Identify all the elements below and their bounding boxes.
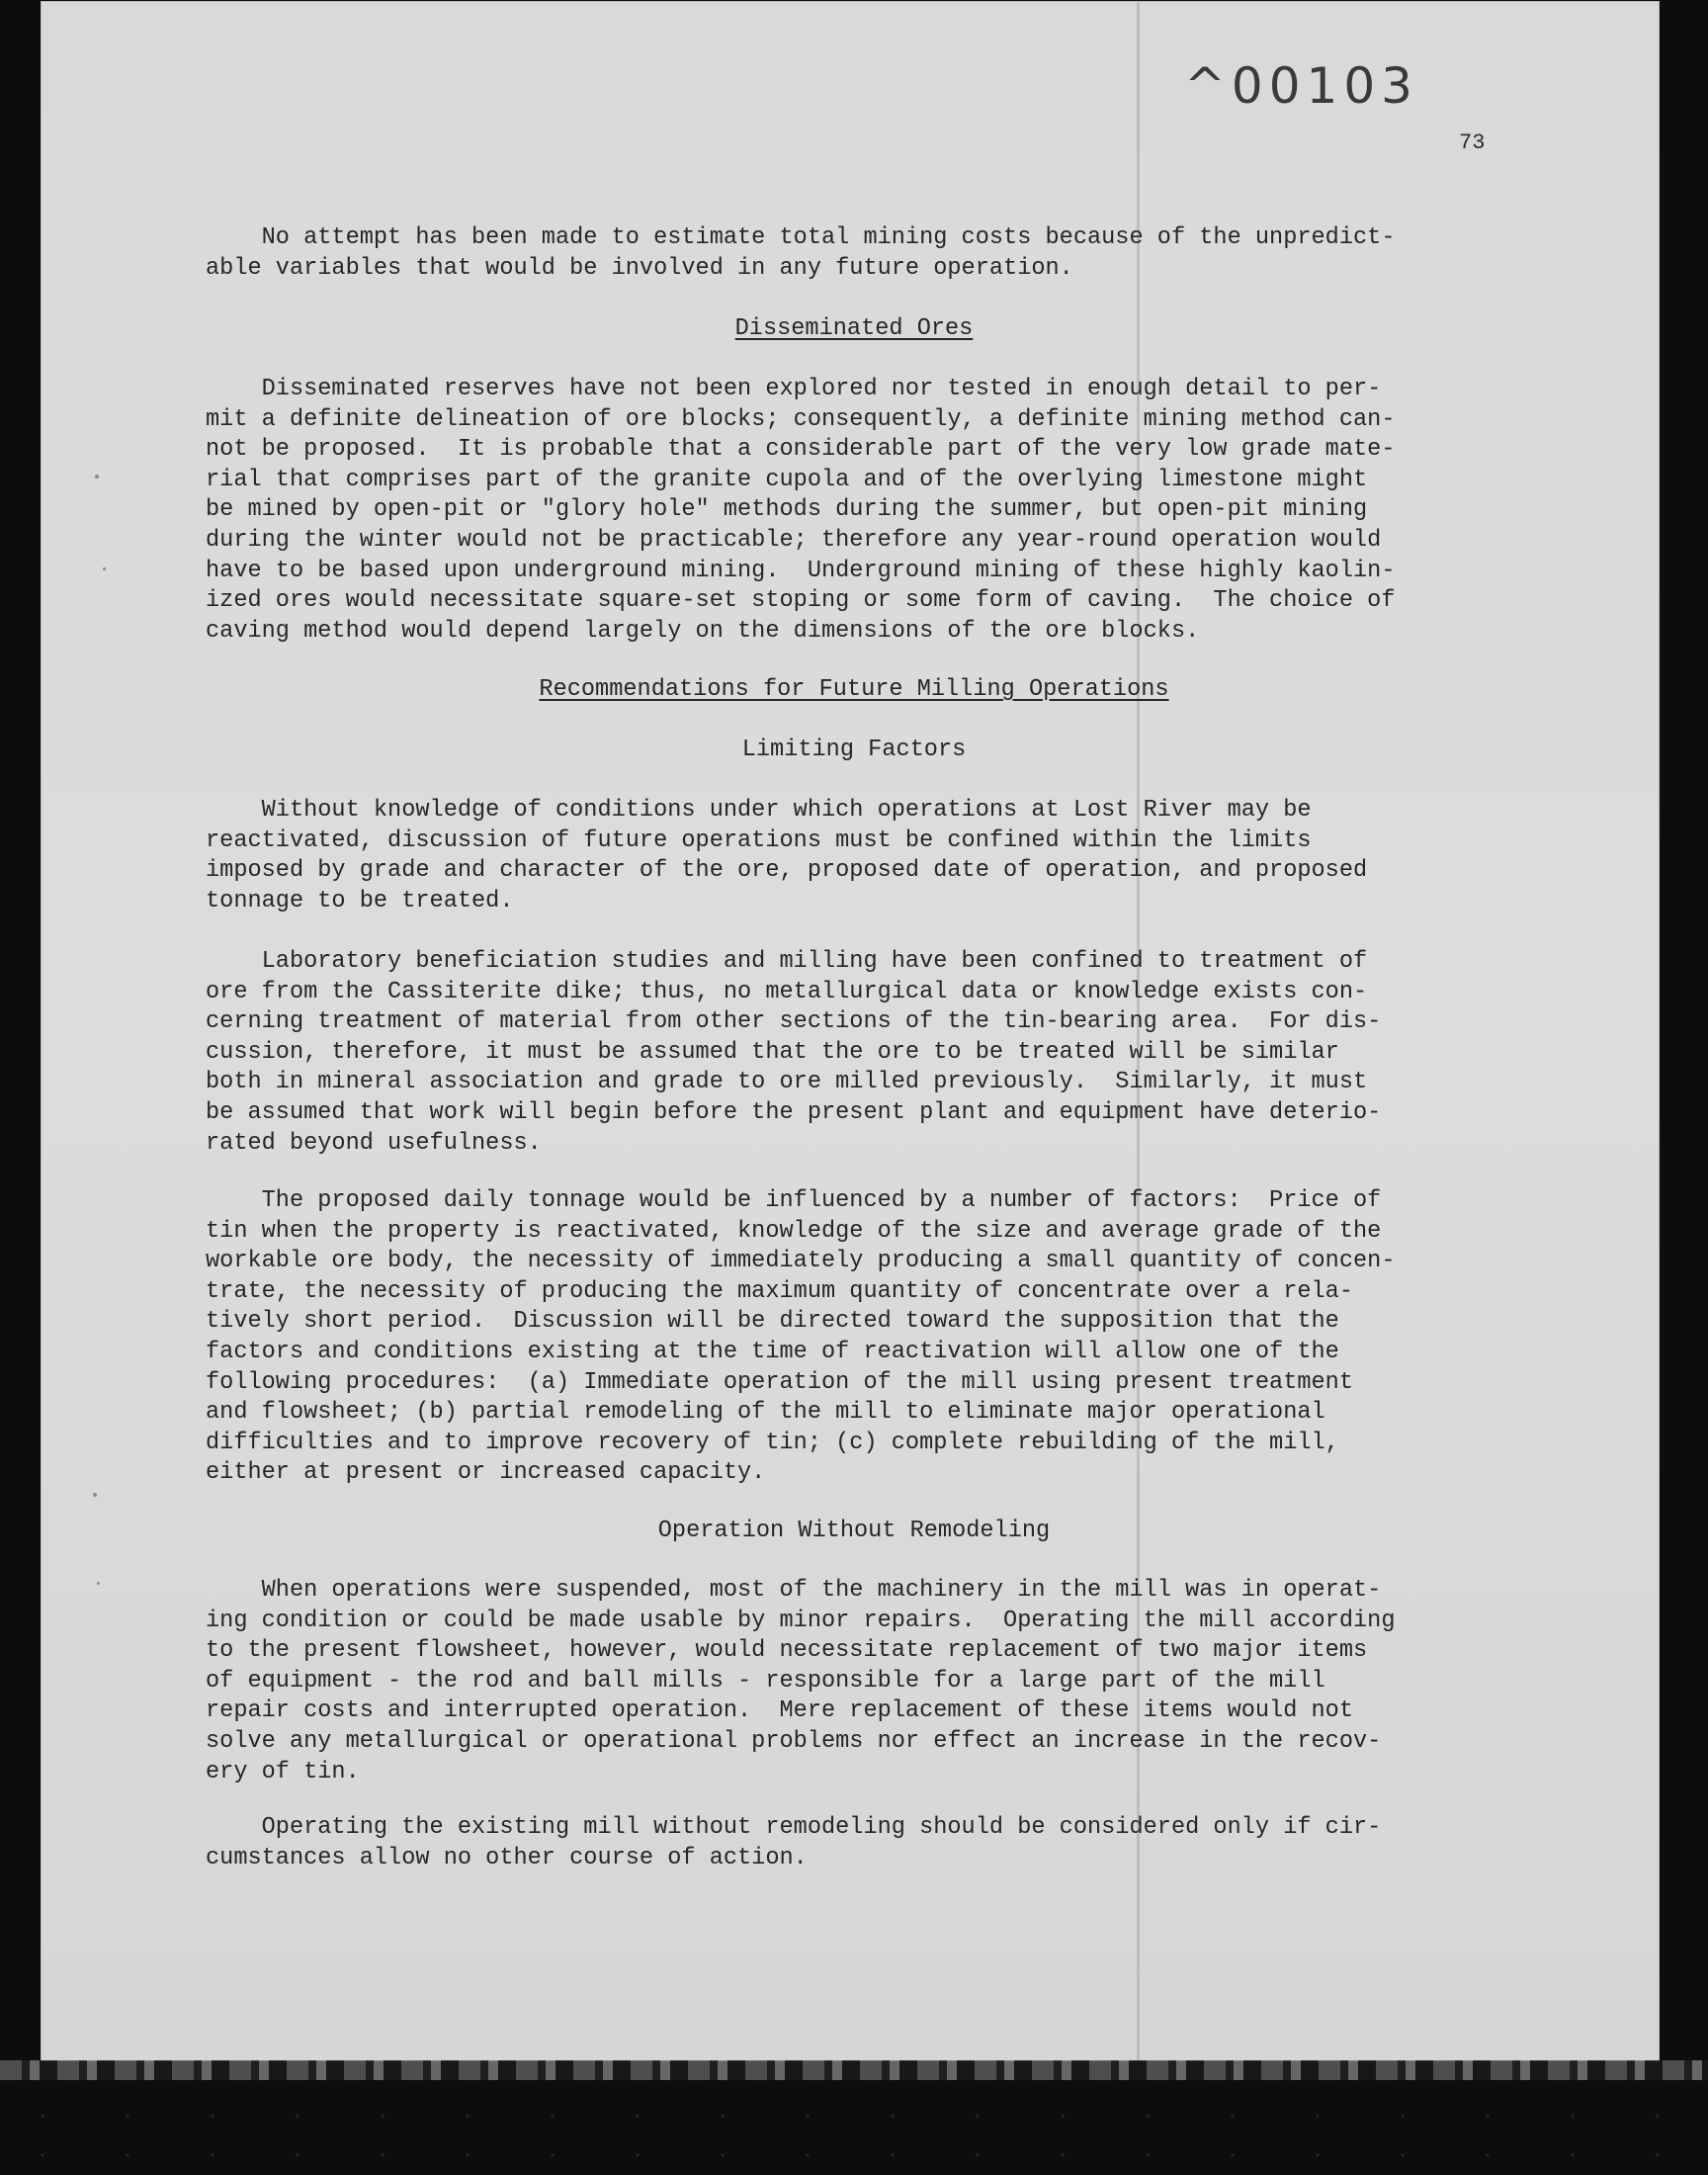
text-line: factors and conditions existing at the time of reactivation will allow one of the [206, 1338, 1339, 1365]
text-line: tin when the property is reactivated, knowledge of the size and average grade of the [206, 1217, 1382, 1245]
heading-operation-without-remodeling: Operation Without Remodeling [657, 1518, 1051, 1544]
text-line: When operations were suspended, most of the machinery in the mill was in operat- [206, 1577, 1382, 1604]
text-line: have to be based upon underground mining. Underground mining of these highly kaolin- [206, 557, 1396, 584]
text-line: Operating the existing mill without remodeling should be considered only if cir- [206, 1814, 1382, 1841]
margin-speck [95, 475, 99, 478]
text-line: both in mineral association and grade to ore milled previously. Similarly, it must [206, 1069, 1368, 1096]
text-line: either at present or increased capacity. [206, 1459, 766, 1487]
scanner-background [0, 2096, 1708, 2175]
text-line: able variables that would be involved in any future operation. [206, 254, 1073, 282]
text-line: The proposed daily tonnage would be influenced by a number of factors: Price of [206, 1187, 1382, 1214]
heading-recommendations: Recommendations for Future Milling Operations [539, 676, 1169, 703]
subsection-heading [206, 1517, 1502, 1547]
scanner-edge [0, 2060, 1708, 2080]
paragraph-limiting-3 [206, 1186, 1502, 1489]
text-line: cerning treatment of material from other sections of the tin-bearing area. For dis- [206, 1008, 1382, 1036]
text-line: cumstances allow no other course of action. [206, 1844, 808, 1871]
text-line: repair costs and interrupted operation. Mere replacement of these items would not [206, 1697, 1354, 1725]
text-line: be mined by open-pit or "glory hole" methods during the summer, but open-pit mining [206, 496, 1368, 524]
paragraph-intro [206, 223, 1502, 284]
text-line: rial that comprises part of the granite cupola and of the overlying limestone might [206, 466, 1368, 493]
text-line: not be proposed. It is probable that a considerable part of the very low grade mate- [206, 436, 1396, 464]
margin-speck [97, 1582, 100, 1585]
text-line: workable ore body, the necessity of immediately producing a small quantity of concen- [206, 1248, 1396, 1275]
text-line: No attempt has been made to estimate total mining costs because of the unpredict- [206, 224, 1396, 251]
text-line: Laboratory beneficiation studies and milling have been confined to treatment of [206, 948, 1368, 975]
text-line: to the present flowsheet, however, would necessitate replacement of two major items [206, 1637, 1368, 1665]
text-line: during the winter would not be practicable; therefore any year-round operation would [206, 526, 1382, 554]
text-line: caving method would depend largely on the dimensions of the ore blocks. [206, 617, 1200, 645]
text-line: rated beyond usefulness. [206, 1129, 542, 1157]
paragraph-limiting-2 [206, 947, 1502, 1159]
text-line: mit a definite delineation of ore blocks; consequently, a definite mining method can- [206, 405, 1396, 433]
section-heading [206, 675, 1502, 706]
text-line: trate, the necessity of producing the maximum quantity of concentrate over a rela- [206, 1277, 1354, 1305]
heading-limiting-factors: Limiting Factors [741, 737, 967, 763]
text-line: ized ores would necessitate square-set stoping or some form of caving. The choice of [206, 587, 1396, 615]
page-number: 73 [1459, 130, 1486, 155]
text-line: be assumed that work will begin before the present plant and equipment have deterio- [206, 1098, 1382, 1126]
section-heading [206, 314, 1502, 345]
text-line: and flowsheet; (b) partial remodeling of the mill to eliminate major operational [206, 1399, 1325, 1427]
paragraph-without-2 [206, 1813, 1502, 1873]
text-line: difficulties and to improve recovery of tin; (c) complete rebuilding of the mill, [206, 1429, 1339, 1456]
paragraph-without-1 [206, 1576, 1502, 1787]
text-line: cussion, therefore, it must be assumed that the ore to be treated will be similar [206, 1038, 1339, 1066]
text-line: of equipment - the rod and ball mills - responsible for a large part of the mill [206, 1667, 1325, 1695]
text-line: ing condition or could be made usable by minor repairs. Operating the mill according [206, 1607, 1396, 1634]
text-line: Without knowledge of conditions under which operations at Lost River may be [206, 797, 1312, 824]
text-line: following procedures: (a) Immediate operation of the mill using present treatment [206, 1368, 1354, 1396]
paragraph-disseminated [206, 375, 1502, 647]
text-line: ery of tin. [206, 1758, 360, 1785]
document-number: ^00103 [1184, 57, 1418, 115]
text-line: tonnage to be treated. [206, 887, 514, 914]
paragraph-limiting-1 [206, 796, 1502, 916]
text-line: tively short period. Discussion will be directed toward the supposition that the [206, 1308, 1339, 1336]
heading-disseminated-ores: Disseminated Ores [734, 315, 974, 342]
text-line: reactivated, discussion of future operations must be confined within the limits [206, 826, 1312, 854]
text-line: imposed by grade and character of the ore, proposed date of operation, and proposed [206, 857, 1368, 885]
margin-speck [93, 1493, 97, 1497]
text-line: solve any metallurgical or operational problems nor effect an increase in the recov- [206, 1727, 1382, 1755]
margin-speck [103, 567, 106, 570]
subsection-heading [206, 736, 1502, 766]
text-line: ore from the Cassiterite dike; thus, no metallurgical data or knowledge exists con- [206, 978, 1368, 1005]
text-line: Disseminated reserves have not been explored nor tested in enough detail to per- [206, 376, 1382, 402]
